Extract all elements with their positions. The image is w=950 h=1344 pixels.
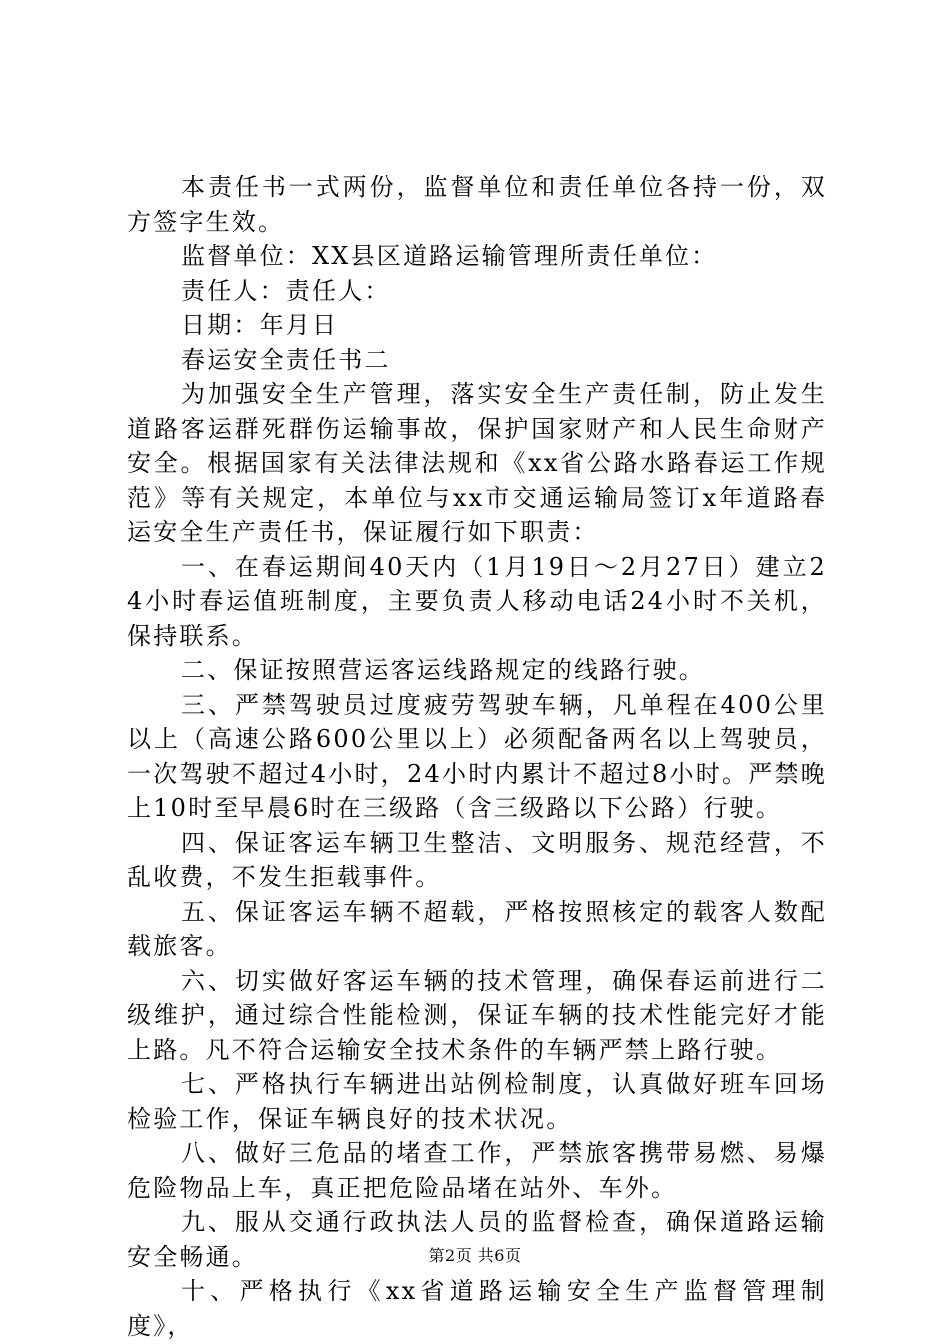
section-title: 春运安全责任书二 [181,345,391,374]
paragraph-item-9: 九、服从交通行政执法人员的监督检查，确保道路运输安全畅通。 [127,1208,827,1271]
paragraph-item-2: 二、保证按照营运客运线路规定的线路行驶。 [181,656,705,684]
paragraph-item-5: 五、保证客运车辆不超载，严格按照核定的载客人数配载旅客。 [127,897,827,960]
paragraph-supervising-unit: 监督单位：XX县区道路运输管理所责任单位： [181,242,718,270]
document-body [127,170,827,1343]
paragraph-item-3: 三、严禁驾驶员过度疲劳驾驶车辆，凡单程在400公里以上（高速公路600公里以上）必须配备两名以上驾驶员，一次驾驶不超过4小时，24小时内累计不超过8小时。严禁晚上10时至早晨6时在三级路（含三级路以下公路）行驶。 [127,690,827,822]
paragraph-item-1: 一、在春运期间40天内（1月19日～2月27日）建立24小时春运值班制度，主要负责人移动电话24小时不关机，保持联系。 [127,552,827,650]
paragraph-date: 日期：年月日 [181,311,339,339]
paragraph-item-4: 四、保证客运车辆卫生整洁、文明服务、规范经营，不乱收费，不发生拒载事件。 [127,828,827,891]
paragraph-item-6: 六、切实做好客运车辆的技术管理，确保春运前进行二级维护，通过综合性能检测，保证车辆的技术性能完好才能上路。凡不符合运输安全技术条件的车辆严禁上路行驶。 [127,966,827,1064]
paragraph-responsible-person: 责任人：责任人： [181,276,391,305]
paragraph-item-10: 十、严格执行《xx省道路运输安全生产监督管理制度》， [127,1277,827,1340]
paragraph-intro: 为加强安全生产管理，落实安全生产责任制，防止发生道路客运群死群伤运输事故，保护国家财产和人民生命财产安全。根据国家有关法律法规和《xx省公路水路春运工作规范》等有关规定，本单位与xx市交通运输局签订x年道路春运安全生产责任书，保证履行如下职责： [127,380,827,546]
paragraph-item-8: 八、做好三危品的堵查工作，严禁旅客携带易燃、易爆危险物品上车，真正把危险品堵在站外、车外。 [127,1139,827,1202]
page-number-footer: 第2页 共6页 [428,1246,522,1265]
paragraph-item-7: 七、严格执行车辆进出站例检制度，认真做好班车回场检验工作，保证车辆良好的技术状况。 [127,1070,827,1133]
paragraph-signing-note: 本责任书一式两份，监督单位和责任单位各持一份，双方签字生效。 [127,173,827,236]
